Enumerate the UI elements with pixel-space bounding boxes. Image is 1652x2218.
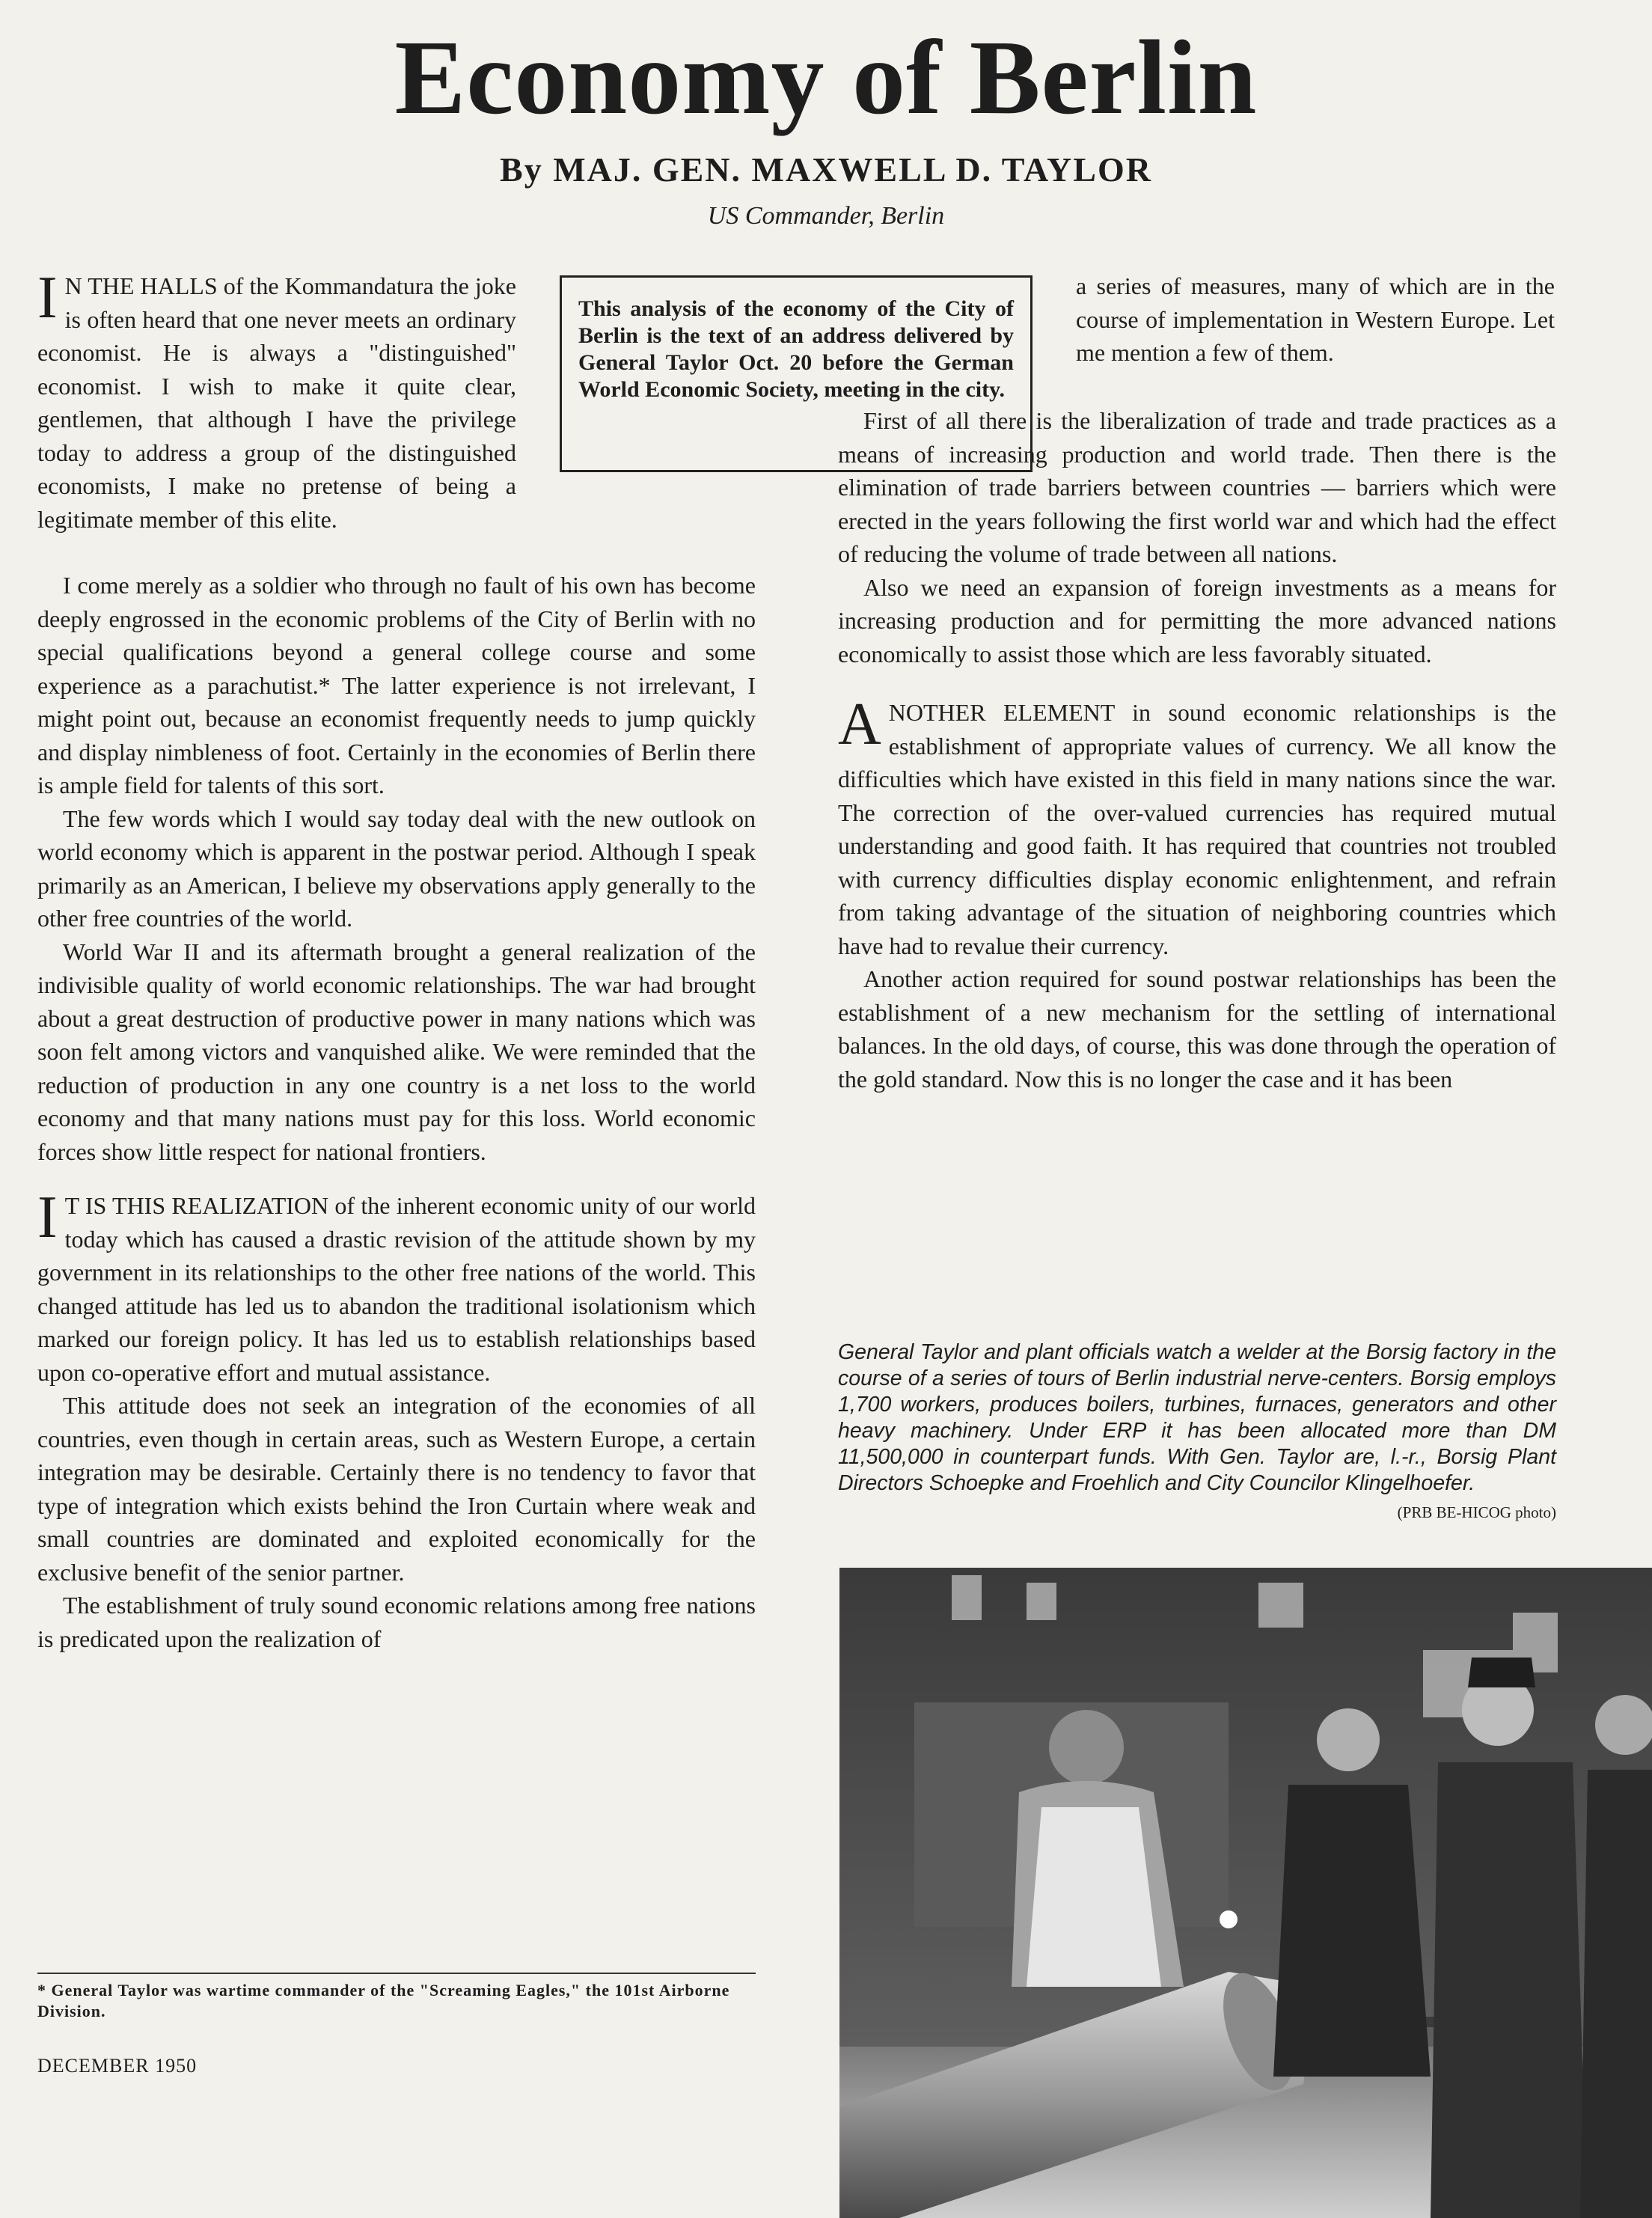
byline: By MAJ. GEN. MAXWELL D. TAYLOR: [500, 150, 1152, 189]
caption-text: General Taylor and plant officials watch a welder at the Borsig factory in the course of a series of tours of Berlin industrial nerve-centers. Borsig employs 1,700 workers, produces boilers, turbines, furnaces, generators and other heavy machinery. Under ERP it has been allocated more than DM 11,500,000 in counterpart funds. With Gen. Taylor are, l.-r., Borsig Plant Directors Schoepke and Froehlich and City Councilor Klingelhoefer.: [838, 1340, 1556, 1495]
body-paragraph: This attitude does not seek an integration of the economies of all countries, even though in certain areas, such as Western Europe, a certain integration may be desirable. Certainly there is no tendency to favor that type of integration which exists behind the Iron Curtain where weak and small countries are dominated and exploited economically for the exclusive benefit of the senior partner.: [37, 1392, 756, 1586]
intro-sidebar-box: This analysis of the economy of the City of Berlin is the text of an address delivered by General Taylor Oct. 20 before the German World Economic Society, meeting in the city.: [560, 275, 1032, 472]
dropcap: I: [37, 1185, 58, 1250]
section-lead: N THE HALLS: [64, 272, 218, 299]
section-lead: NOTHER ELEMENT: [888, 699, 1115, 726]
section-lead: T IS THIS REALIZATION: [64, 1192, 329, 1219]
body-paragraph: Also we need an expansion of foreign investments as a means for increasing production and for permitting the more advanced nations economically to assist those which are less favorably situated.: [838, 573, 1556, 667]
factory-photo-illustration: [839, 1568, 1652, 2218]
body-paragraph: The establishment of truly sound economic relations among free nations is predicated upon the realization of: [37, 1592, 756, 1652]
body-paragraph: World War II and its aftermath brought a general realization of the indivisible quality of world economic relationships. The war had brought about a great destruction of productive power in many nations which was soon felt among victors and vanquished alike. We were reminded that the reduction of production in any one country is a net loss to the world economy and that many nations must pay for this loss. World economic forces show little respect for national frontiers.: [37, 938, 756, 1165]
section-paragraph: [37, 1185, 756, 1389]
section-text: in sound economic relationships is the establishment of appropriate values of currency. We all know the difficulties which have existed in this field in many nations since the war. The correction of the over-valued currencies has required mutual understanding and good faith. It has required that countries not troubled with currency difficulties display economic enlightenment, and refrain from taking advantage of the situation of neighboring countries which have had to revalue their currency.: [838, 699, 1557, 959]
body-paragraph: a series of measures, many of which are in the course of implementation in Western Europe. Let me mention a few of them.: [1076, 272, 1555, 366]
dropcap: A: [838, 691, 881, 757]
body-paragraph: The few words which I would say today deal with the new outlook on world economy which is apparent in the postwar period. Although I speak primarily as an American, I believe my observations apply generally to the other free countries of the world.: [37, 804, 756, 932]
issue-date: DECEMBER 1950: [37, 2055, 198, 2077]
dropcap: I: [37, 265, 58, 331]
factory-photo: [839, 1568, 1652, 2218]
footnote: * General Taylor was wartime commander of the "Screaming Eagles," the 101st Airborne Division.: [37, 1973, 756, 2022]
section-paragraph: [838, 691, 1557, 962]
author-role: US Commander, Berlin: [707, 202, 945, 230]
body-paragraph: First of all there is the liberalization of trade and trade practices as a means of increasing production and world trade. Then there is the elimination of trade barriers between countries — barriers which were erected in the years following the first world war and which had the effect of reducing the volume of trade between all nations.: [838, 407, 1556, 567]
left-column: [37, 569, 756, 1655]
body-paragraph: Another action required for sound postwar relationships has been the establishment of a new mechanism for the settling of international balances. In the old days, of course, this was done through the operation of the gold standard. Now this is no longer the case and it has been: [838, 965, 1556, 1093]
photo-caption: [838, 1339, 1556, 1526]
intro-paragraph-start: [37, 265, 517, 536]
right-column-top: [1076, 269, 1555, 370]
section-text: of the inherent economic unity of our world today which has caused a drastic revision of the attitude shown by my government in its relationships to the other free nations of the world. This changed attitude has led us to abandon the traditional isolationism which marked our foreign policy. It has led us to establish relationships based upon co-operative effort and mutual assistance.: [37, 1192, 756, 1386]
intro-text: of the Kommandatura the joke is often heard that one never meets an ordinary economist. He is always a "distinguished" economist. I wish to make it quite clear, gentlemen, that although I have the privilege today to address a group of the distinguished economists, I make no pretense of being a legitimate member of this elite.: [37, 272, 517, 533]
right-column: [838, 404, 1556, 1096]
left-column-top: [37, 265, 517, 536]
photo-credit: (PRB BE-HICOG photo): [1397, 1503, 1556, 1521]
page-title: Economy of Berlin: [394, 18, 1258, 136]
body-paragraph: I come merely as a soldier who through no fault of his own has become deeply engrossed in the economic problems of the City of Berlin with no special qualifications beyond a general college course and some experience as a parachutist.* The latter experience is not irrelevant, I might point out, because an economist frequently needs to jump quickly and display nimbleness of foot. Certainly in the economies of Berlin there is ample field for talents of this sort.: [37, 572, 756, 798]
